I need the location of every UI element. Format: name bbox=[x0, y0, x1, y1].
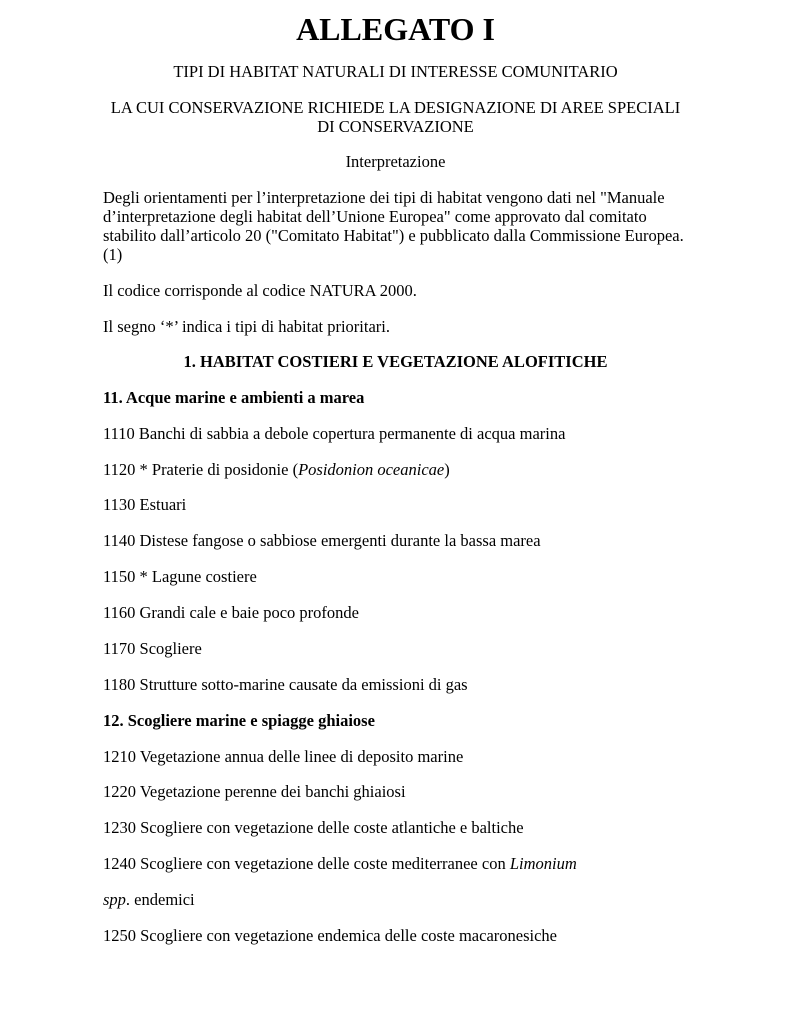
habitat-item-prefix: 1240 Scogliere con vegetazione delle coste mediterranee con bbox=[103, 854, 510, 873]
priority-note: Il segno ‘*’ indica i tipi di habitat prioritari. bbox=[103, 317, 390, 336]
document-subtitle-line-2: DI CONSERVAZIONE bbox=[317, 117, 474, 136]
interpretation-line-4: (1) bbox=[103, 245, 123, 264]
habitat-item-1210: 1210 Vegetazione annua delle linee di deposito marine bbox=[103, 747, 464, 766]
interpretation-heading: Interpretazione bbox=[345, 152, 446, 171]
habitat-item-1180: 1180 Strutture sotto-marine causate da emissioni di gas bbox=[103, 675, 468, 694]
interpretation-line-2: d’interpretazione degli habitat dell’Unione Europea" come approvato dal comitato bbox=[103, 207, 647, 226]
habitat-item-suffix: ) bbox=[444, 460, 450, 479]
habitat-item-italic: Limonium bbox=[509, 854, 577, 873]
habitat-item-1170: 1170 Scogliere bbox=[103, 639, 202, 658]
habitat-item-prefix: 1120 * Praterie di posidonie ( bbox=[103, 460, 299, 479]
document-subtitle-line-1: LA CUI CONSERVAZIONE RICHIEDE LA DESIGNAZIONE DI AREE SPECIALI bbox=[110, 98, 681, 117]
section-heading: 1. HABITAT COSTIERI E VEGETAZIONE ALOFITICHE bbox=[183, 352, 608, 371]
document-title: ALLEGATO I bbox=[296, 11, 495, 47]
habitat-item-1230: 1230 Scogliere con vegetazione delle coste atlantiche e baltiche bbox=[103, 818, 524, 837]
habitat-item-1250: 1250 Scogliere con vegetazione endemica delle coste macaronesiche bbox=[103, 926, 557, 945]
habitat-item-1130: 1130 Estuari bbox=[103, 495, 187, 514]
subsection-heading-12: 12. Scogliere marine e spiagge ghiaiose bbox=[103, 711, 375, 730]
habitat-item-1160: 1160 Grandi cale e baie poco profonde bbox=[103, 603, 359, 622]
habitat-item-italic: Posidonion oceanicae bbox=[298, 460, 445, 479]
habitat-item-1150: 1150 * Lagune costiere bbox=[103, 567, 257, 586]
interpretation-line-1: Degli orientamenti per l’interpretazione dei tipi di habitat vengono dati nel "Manuale bbox=[103, 188, 665, 207]
code-note: Il codice corrisponde al codice NATURA 2000. bbox=[103, 281, 417, 300]
habitat-item-1140: 1140 Distese fangose o sabbiose emergenti durante la bassa marea bbox=[103, 531, 541, 550]
habitat-item-suffix: . endemici bbox=[125, 890, 195, 909]
habitat-item-1240-continuation bbox=[103, 890, 723, 909]
habitat-item-1220: 1220 Vegetazione perenne dei banchi ghiaiosi bbox=[103, 782, 406, 801]
habitat-item-1110: 1110 Banchi di sabbia a debole copertura permanente di acqua marina bbox=[103, 424, 566, 443]
subsection-heading-11: 11. Acque marine e ambienti a marea bbox=[103, 388, 365, 407]
interpretation-line-3: stabilito dall’articolo 20 ("Comitato Habitat") e pubblicato dalla Commissione Europea. bbox=[103, 226, 684, 245]
habitat-item-1240 bbox=[103, 854, 723, 873]
habitat-item-1120 bbox=[103, 460, 723, 479]
habitat-item-italic: spp bbox=[103, 890, 126, 909]
document-subtitle: TIPI DI HABITAT NATURALI DI INTERESSE COMUNITARIO bbox=[173, 62, 618, 81]
